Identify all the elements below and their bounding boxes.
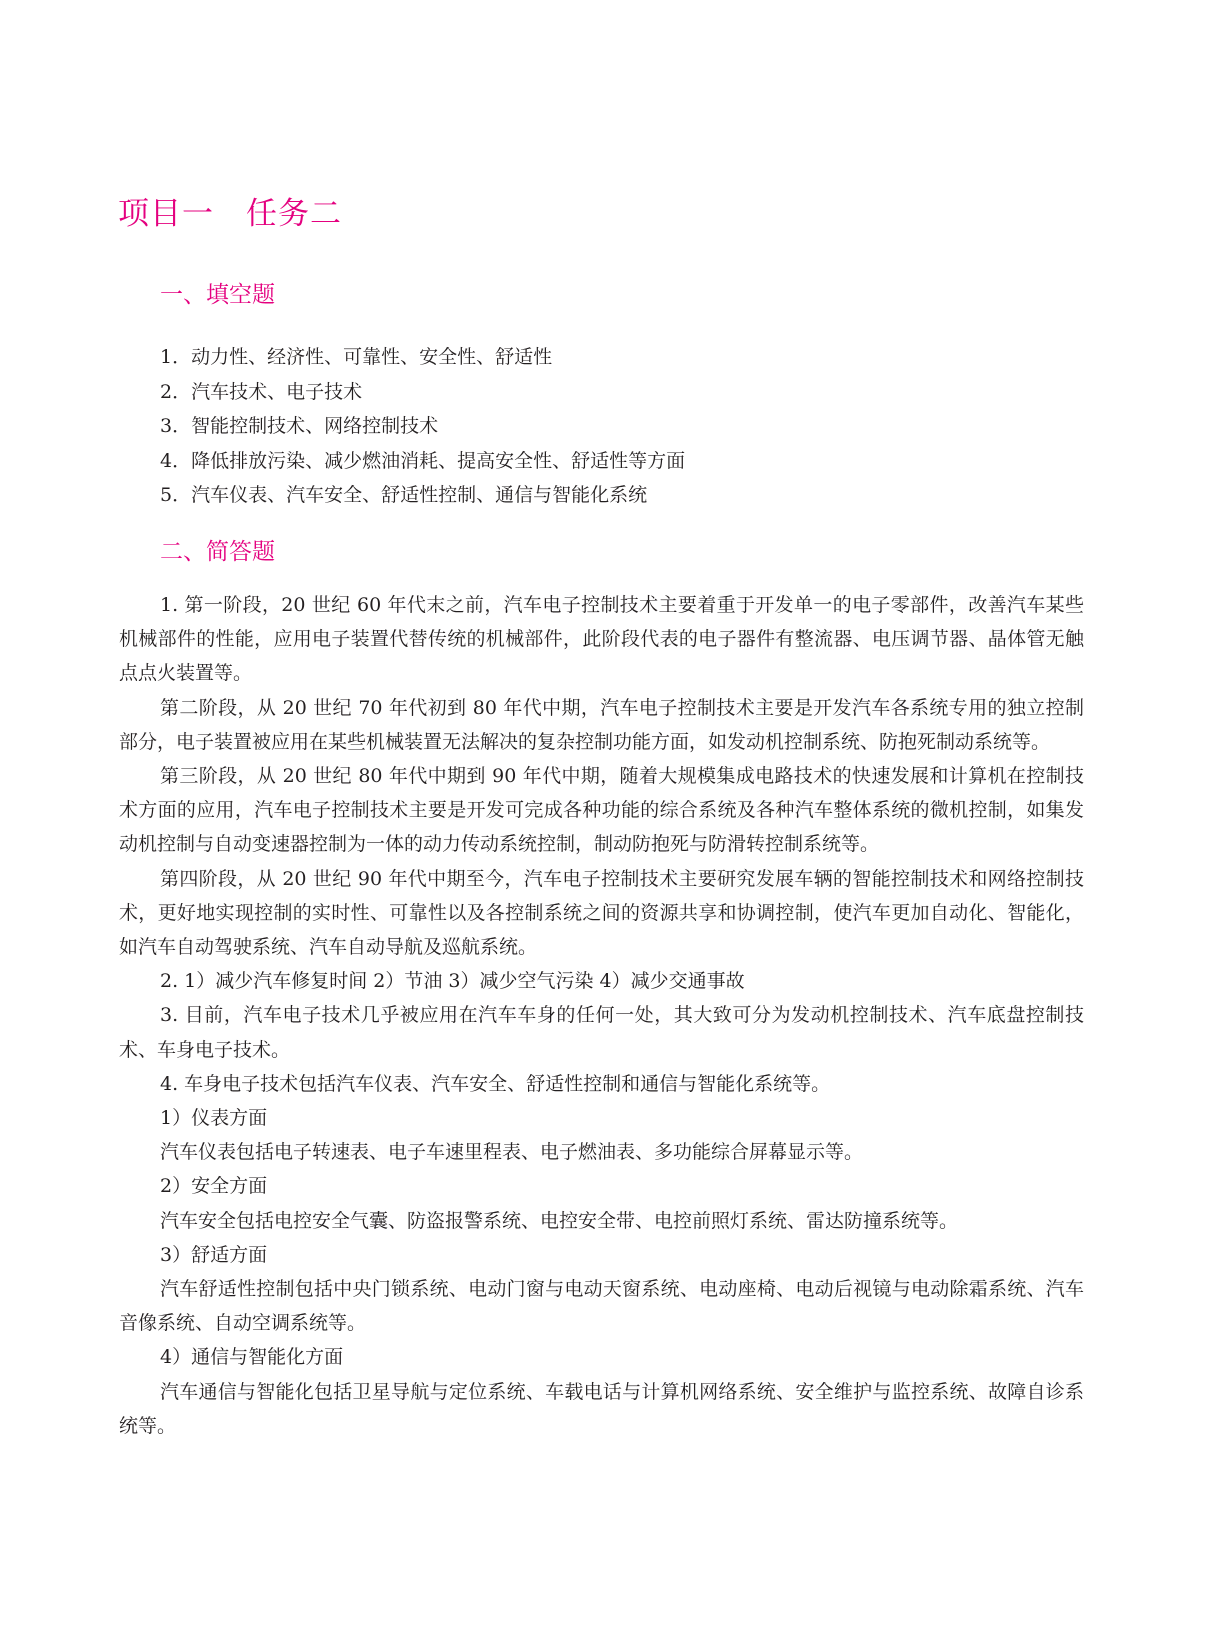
answer-paragraph: 汽车仪表包括电子转速表、电子车速里程表、电子燃油表、多功能综合屏幕显示等。 bbox=[160, 1141, 864, 1164]
short-answer-body bbox=[119, 588, 1084, 1443]
answer-subheading: 1）仪表方面 bbox=[160, 1107, 268, 1130]
fill-blank-list bbox=[160, 340, 685, 513]
answer-paragraph: 第四阶段，从 20 世纪 90 年代中期至今，汽车电子控制技术主要研究发展车辆的智能控制技术和网络控制技术，更好地实现控制的实时性、可靠性以及各控制系统之间的资源共享和协调控制，使汽车更加自动化、智能化，如汽车自动驾驶系统、汽车自动导航及巡航系统。 bbox=[119, 867, 1084, 959]
answer-paragraph: 第三阶段，从 20 世纪 80 年代中期到 90 年代中期，随着大规模集成电路技术的快速发展和计算机在控制技术方面的应用，汽车电子控制技术主要是开发可完成各种功能的综合系统及各种汽车整体系统的微机控制，如集发动机控制与自动变速器控制为一体的动力传动系统控制，制动防抱死与防滑转控制系统等。 bbox=[119, 765, 1084, 856]
answer-subheading: 4）通信与智能化方面 bbox=[160, 1346, 344, 1369]
fill-blank-heading: 一、填空题 bbox=[160, 282, 275, 308]
answer-paragraph: 汽车安全包括电控安全气囊、防盗报警系统、电控安全带、电控前照灯系统、雷达防撞系统等。 bbox=[160, 1209, 959, 1232]
answer-paragraph: 1. 第一阶段，20 世纪 60 年代末之前，汽车电子控制技术主要着重于开发单一的电子零部件，改善汽车某些机械部件的性能，应用电子装置代替传统的机械部件，此阶段代表的电子器件有整流器、电压调节器、晶体管无触点点火装置等。 bbox=[119, 594, 1084, 685]
list-item: 3．智能控制技术、网络控制技术 bbox=[160, 415, 439, 437]
answer-paragraph: 汽车舒适性控制包括中央门锁系统、电动门窗与电动天窗系统、电动座椅、电动后视镜与电动除霜系统、汽车音像系统、自动空调系统等。 bbox=[119, 1278, 1084, 1335]
page-title bbox=[118, 188, 342, 233]
list-item: 5．汽车仪表、汽车安全、舒适性控制、通信与智能化系统 bbox=[160, 484, 648, 506]
task-label: 任务二 bbox=[246, 196, 342, 232]
list-item: 1．动力性、经济性、可靠性、安全性、舒适性 bbox=[160, 346, 553, 368]
answer-paragraph: 3. 目前，汽车电子技术几乎被应用在汽车车身的任何一处，其大致可分为发动机控制技术、汽车底盘控制技术、车身电子技术。 bbox=[119, 1004, 1084, 1061]
answer-paragraph: 第二阶段，从 20 世纪 70 年代初到 80 年代中期，汽车电子控制技术主要是开发汽车各系统专用的独立控制部分，电子装置被应用在某些机械装置无法解决的复杂控制功能方面，如发动机控制系统、防抱死制动系统等。 bbox=[119, 696, 1084, 753]
answer-paragraph: 汽车通信与智能化包括卫星导航与定位系统、车载电话与计算机网络系统、安全维护与监控系统、故障自诊系统等。 bbox=[119, 1380, 1084, 1437]
project-label: 项目一 bbox=[118, 196, 214, 232]
answer-paragraph: 2. 1）减少汽车修复时间 2）节油 3）减少空气污染 4）减少交通事故 bbox=[160, 970, 745, 993]
short-answer-heading: 二、简答题 bbox=[160, 539, 275, 565]
list-item: 4．降低排放污染、减少燃油消耗、提高安全性、舒适性等方面 bbox=[160, 449, 686, 472]
answer-paragraph: 4. 车身电子技术包括汽车仪表、汽车安全、舒适性控制和通信与智能化系统等。 bbox=[160, 1072, 831, 1095]
list-item: 2．汽车技术、电子技术 bbox=[160, 380, 363, 403]
answer-subheading: 2）安全方面 bbox=[160, 1175, 268, 1198]
answer-subheading: 3）舒适方面 bbox=[160, 1243, 268, 1266]
